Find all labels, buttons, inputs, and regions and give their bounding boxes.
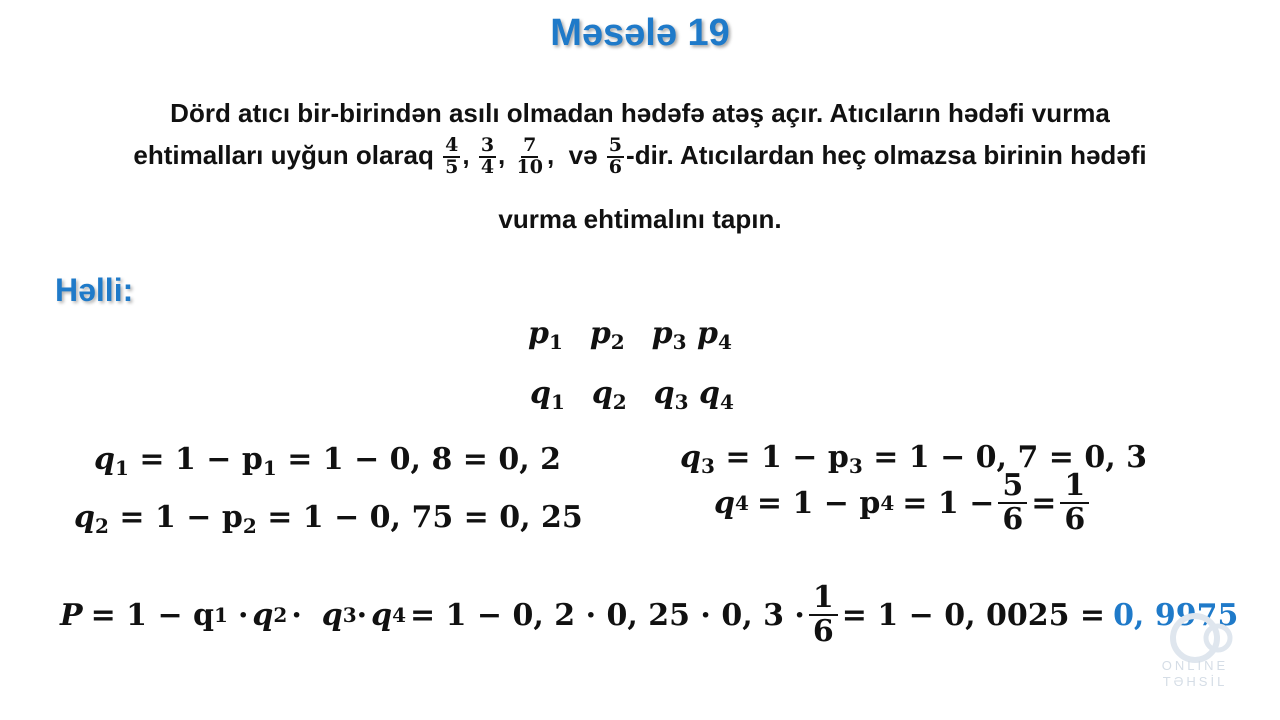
equation-q3: $q_3 = 1 - p_3 = 1 - 0$, 7 = 0, 3	[680, 440, 1147, 478]
fraction-5-6-q4: $\frac{5}{6}$	[998, 470, 1027, 537]
equation-q4: q 4 = 1 − p 4 = 1 − $\frac{5}{6}$ = $\frac{1}{6}$	[714, 470, 1093, 537]
problem-line-2-end: -dir. Atıcılardan heç olmazsa birinin hədəfi	[626, 139, 1147, 170]
solution-label: Həlli:	[55, 272, 134, 308]
online-tehsil-logo	[1140, 612, 1250, 692]
fraction-1-6-final: $\frac{1}{6}$	[809, 582, 838, 649]
problem-line-3: vurma ehtimalını tapın.	[498, 204, 782, 234]
fraction-7-10: $\frac{7}{10}$	[516, 134, 543, 178]
p-variables-row: $p_1$ $p_2$ $p_3$ $p_4$	[528, 316, 732, 354]
problem-line-2-start: ehtimalları uyğun olaraq	[133, 139, 434, 170]
fraction-4-5: $\frac{4}{5}$	[445, 134, 459, 178]
equation-q1: $q_1 = 1 - p_1 = 1 - 0$, 8 = 0, 2	[94, 442, 561, 480]
problem-line-2: ehtimalları uyğun olaraq $\frac{4}{5}$ , $\frac{3}{4}$ , $\frac{7}{10}$ , və $\frac{5}{6}$ -dir. Atıcılardan heç olmazsa birinin hədəfi	[133, 134, 1147, 178]
fraction-3-4: $\frac{3}{4}$	[480, 134, 495, 178]
fraction-5-6: $\frac{5}{6}$	[608, 134, 623, 178]
final-answer: 0, 9975	[1113, 597, 1239, 633]
logo-text-line1: ONLINE	[1161, 658, 1229, 673]
comma-ve: , və	[546, 139, 598, 170]
problem-line-1: Dörd atıcı bir-birindən asılı olmadan hədəfə atəş açır. Atıcıların hədəfi vurma	[170, 98, 1110, 128]
logo-text-line2: TƏHSİL	[1162, 674, 1228, 689]
page-title: Məsələ 19	[550, 12, 730, 54]
fraction-1-6-q4: $\frac{1}{6}$	[1060, 470, 1089, 537]
final-equation: P = 1 − q 1 · q 2 · q 3 · q 4 = 1 − 0, 2 · 0, 25 · 0, 3 · $\frac{1}{6}$ = 1 − 0, 0025 = 0, 9975	[60, 580, 1239, 650]
logo-mark-icon	[1140, 612, 1250, 692]
q-variables-row: $q_1$ $q_2$ $q_3$ $q_4$	[530, 376, 734, 414]
equation-q2: $q_2 = 1 - p_2 = 1 - 0$, 75 = 0, 25	[74, 500, 583, 538]
